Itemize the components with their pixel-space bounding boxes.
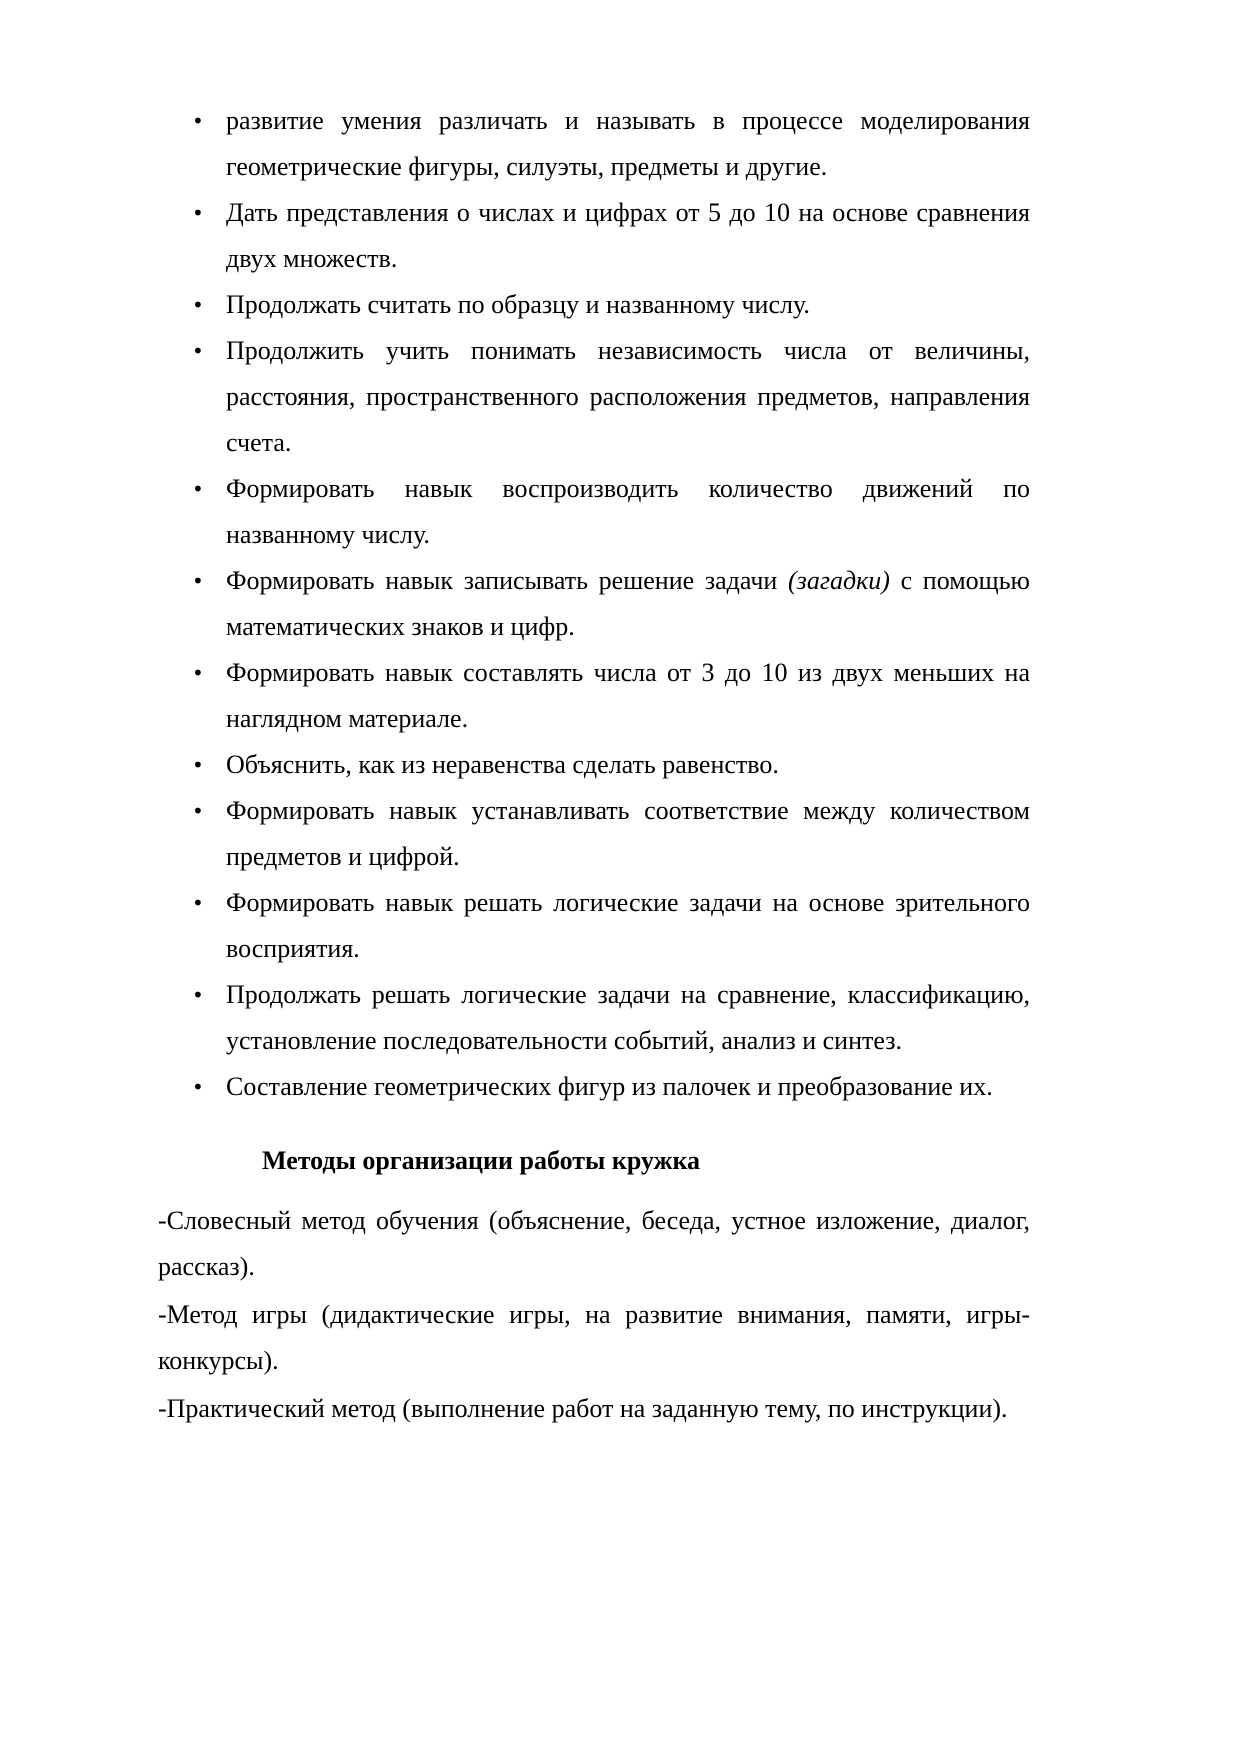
list-item	[158, 650, 1030, 742]
list-item	[158, 972, 1030, 1064]
list-item-text: Формировать навык составлять числа от 3 до 10 из двух меньших на наглядном материале.	[226, 658, 1030, 733]
bullet-marker-icon: •	[192, 477, 204, 501]
bullet-marker-icon: •	[192, 569, 204, 593]
bullet-marker-icon: •	[192, 109, 204, 133]
list-item-text: Продолжать решать логические задачи на сравнение, классификацию, установление последовательности событий, анализ и синтез.	[226, 980, 1030, 1055]
list-item-text: Формировать навык записывать решение задачи (загадки) с помощью математических знаков и цифр.	[226, 566, 1030, 641]
method-paragraph: -Практический метод (выполнение работ на заданную тему, по инструкции).	[158, 1394, 1008, 1423]
bullet-marker-icon: •	[192, 1075, 204, 1099]
bullet-marker-icon: •	[192, 293, 204, 317]
list-item-text: Объяснить, как из неравенства сделать равенство.	[226, 750, 779, 779]
list-item	[158, 98, 1030, 190]
list-item	[158, 328, 1030, 466]
list-item	[158, 788, 1030, 880]
list-item	[158, 742, 1030, 788]
list-item-text: Формировать навык решать логические задачи на основе зрительного восприятия.	[226, 888, 1030, 963]
bullet-marker-icon: •	[192, 339, 204, 363]
list-item-text: Формировать навык воспроизводить количество движений по названному числу.	[226, 474, 1030, 549]
list-item-text: Продолжить учить понимать независимость числа от величины, расстояния, пространственного расположения предметов, направления счета.	[226, 336, 1030, 457]
list-item-text: Продолжать считать по образцу и названному числу.	[226, 290, 810, 319]
list-item	[158, 466, 1030, 558]
bullet-marker-icon: •	[192, 201, 204, 225]
list-item	[158, 282, 1030, 328]
bullet-marker-icon: •	[192, 983, 204, 1007]
list-item-text: Дать представления о числах и цифрах от 5 до 10 на основе сравнения двух множеств.	[226, 198, 1030, 273]
bullet-marker-icon: •	[192, 799, 204, 823]
list-item	[158, 880, 1030, 972]
methods-paragraphs	[158, 1198, 1030, 1432]
list-item-text: развитие умения различать и называть в процессе моделирования геометрические фигуры, силуэты, предметы и другие.	[226, 106, 1030, 181]
list-item-text: Составление геометрических фигур из палочек и преобразование их.	[226, 1072, 993, 1101]
italic-text: (загадки)	[788, 566, 890, 595]
list-item-text: Формировать навык устанавливать соответствие между количеством предметов и цифрой.	[226, 796, 1030, 871]
bullet-marker-icon: •	[192, 661, 204, 685]
bullet-marker-icon: •	[192, 753, 204, 777]
method-paragraph: -Метод игры (дидактические игры, на развитие внимания, памяти, игры-конкурсы).	[158, 1300, 1030, 1375]
list-item	[158, 190, 1030, 282]
bullet-list	[158, 98, 1030, 1110]
section-heading: Методы организации работы кружка	[262, 1146, 701, 1175]
list-item	[158, 558, 1030, 650]
bullet-marker-icon: •	[192, 891, 204, 915]
method-paragraph: -Словесный метод обучения (объяснение, беседа, устное изложение, диалог, рассказ).	[158, 1206, 1030, 1281]
list-item	[158, 1064, 1030, 1110]
